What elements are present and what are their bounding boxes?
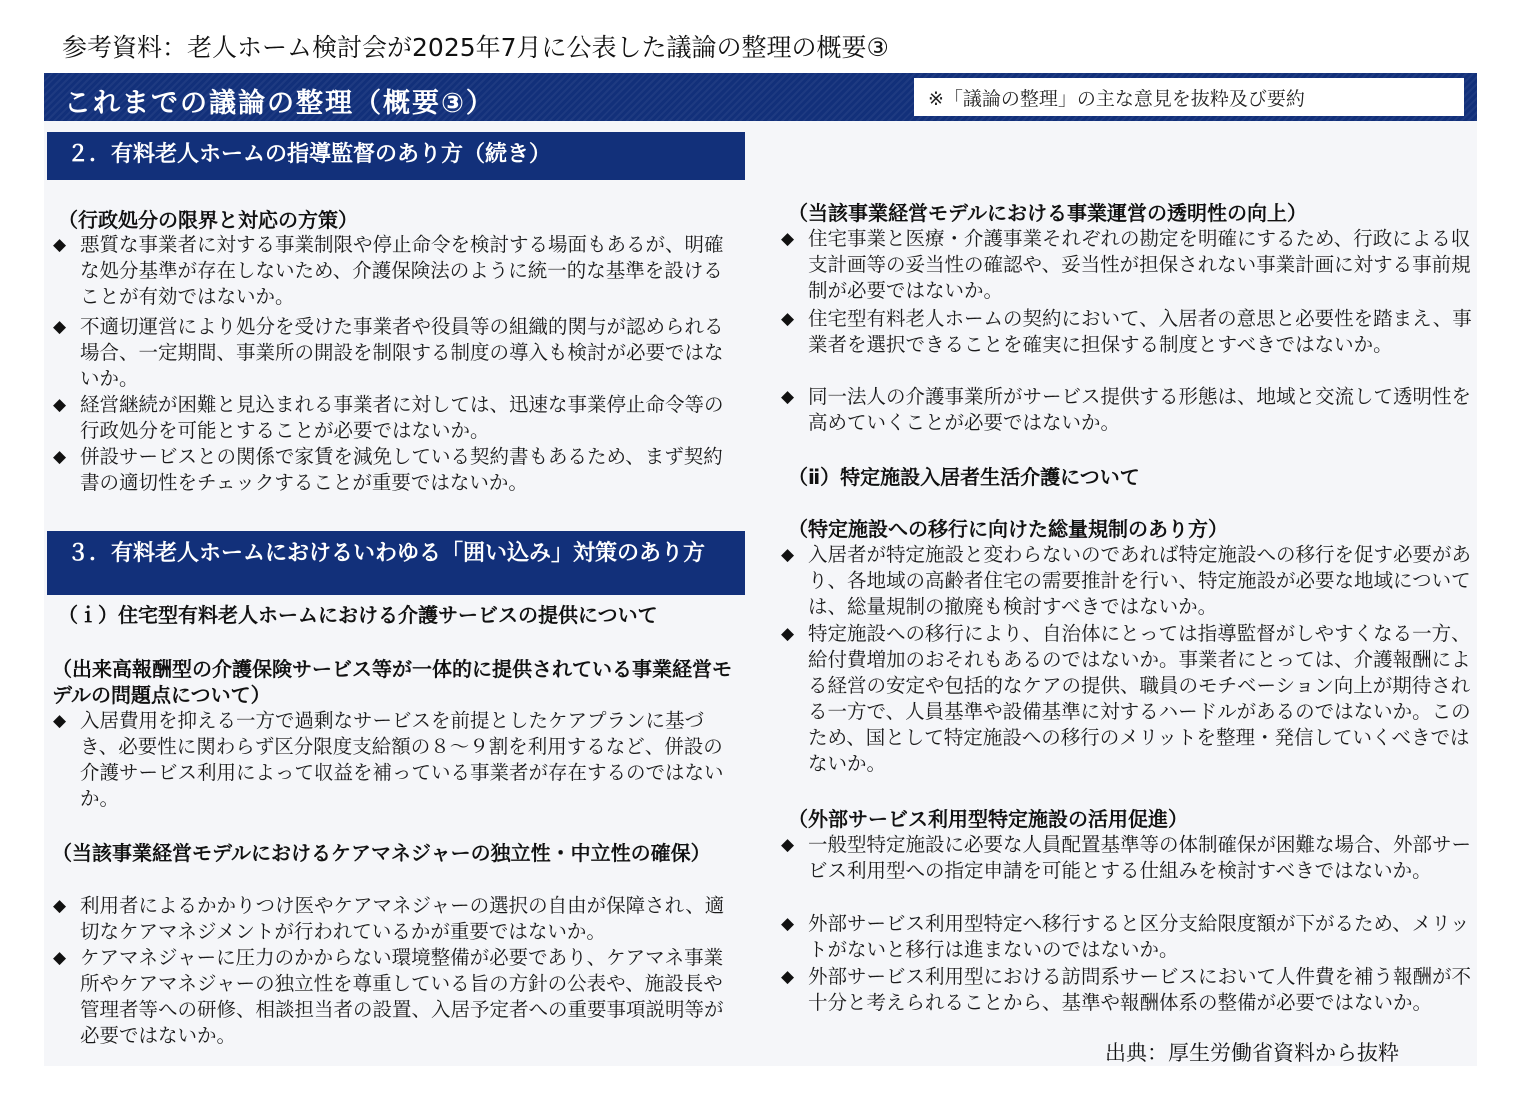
list-item xyxy=(780,621,1472,777)
list-item xyxy=(52,232,742,310)
list-item-text: ケアマネジャーに圧力のかからない環境整備が必要であり、ケアマネ事業所やケアマネジャーの独立性を尊重している旨の方針の公表や、施設長や管理者等への研修、相談担当者の設置、入居予定者への重要事項説明等が必要ではないか。 xyxy=(80,946,724,1047)
list-item-text: 不適切運営により処分を受けた事業者や役員等の組織的関与が認められる場合、一定期間、事業所の開設を制限する制度の導入も検討が必要ではないか。 xyxy=(80,315,724,390)
diamond-bullet-icon: ◆ xyxy=(53,948,67,968)
list-item xyxy=(780,226,1472,304)
list-item xyxy=(52,444,742,496)
list-item-text: 悪質な事業者に対する事業制限や停止命令を検討する場面もあるが、明確な処分基準が存在しないため、介護保険法のように統一的な基準を設けることが有効ではないか。 xyxy=(80,233,724,308)
list-item-text: 住宅事業と医療・介護事業それぞれの勘定を明確にするため、行政による収支計画等の妥当性の確認や、妥当性が担保されない事業計画に対する事前規制が必要ではないか。 xyxy=(808,227,1471,302)
list-item-text: 一般型特定施設に必要な人員配置基準等の体制確保が困難な場合、外部サービス利用型への指定申請を可能とする仕組みを検討すべきではないか。 xyxy=(808,833,1472,882)
diamond-bullet-icon: ◆ xyxy=(53,235,67,255)
list-item-text: 特定施設への移行により、自治体にとっては指導監督がしやすくなる一方、給付費増加のおそれもあるのではないか。事業者にとっては、介護報酬による経営の安定や包括的なケアの提供、職員のモチベーション向上が期待される一方で、人員基準や設備基準に対するハードルがあるのではないか。このため、国として特定施設への移行のメリットを整理・発信していくべきではないか。 xyxy=(808,622,1471,775)
subhead-care-manager-independence: （当該事業経営モデルにおけるケアマネジャーの独立性・中立性の確保） xyxy=(52,841,711,865)
section-3-header: ３．有料老人ホームにおけるいわゆる「囲い込み」対策のあり方 xyxy=(47,531,745,595)
list-item-text: 住宅型有料老人ホームの契約において、入居者の意思と必要性を踏まえ、事業者を選択できることを確実に担保する制度とすべきではないか。 xyxy=(808,307,1472,356)
list-item xyxy=(52,708,742,812)
list-item-text: 利用者によるかかりつけ医やケアマネジャーの選択の自由が保障され、適切なケアマネジメントが行われているかが重要ではないか。 xyxy=(80,894,725,943)
diamond-bullet-icon: ◆ xyxy=(53,395,67,415)
list-item-text: 外部サービス利用型特定へ移行すると区分支給限度額が下がるため、メリットがないと移行は進まないのではないか。 xyxy=(808,912,1470,961)
subhead-transparency: （当該事業経営モデルにおける事業運営の透明性の向上） xyxy=(788,201,1307,225)
diamond-bullet-icon: ◆ xyxy=(53,447,67,467)
banner-title: これまでの議論の整理（概要③） xyxy=(64,88,495,119)
diamond-bullet-icon: ◆ xyxy=(53,896,67,916)
subhead-total-volume-regulation: （特定施設への移行に向けた総量規制のあり方） xyxy=(788,517,1228,541)
diamond-bullet-icon: ◆ xyxy=(781,967,795,987)
page-title: 参考資料：老人ホーム検討会が2025年7月に公表した議論の整理の概要③ xyxy=(62,33,889,62)
diamond-bullet-icon: ◆ xyxy=(781,914,795,934)
subhead-admin-disposition: （行政処分の限界と対応の方策） xyxy=(58,208,358,232)
list-item xyxy=(780,384,1472,436)
list-item-text: 入居費用を抑える一方で過剰なサービスを前提としたケアプランに基づき、必要性に関わらず区分限度支給額の８～９割を利用するなど、併設の介護サービス利用によって収益を補っている事業者が存在するのではないか。 xyxy=(80,709,724,810)
list-item xyxy=(52,392,742,444)
diamond-bullet-icon: ◆ xyxy=(781,835,795,855)
list-item xyxy=(52,945,742,1049)
list-item-text: 併設サービスとの関係で家賃を減免している契約書もあるため、まず契約書の適切性をチェックすることが重要ではないか。 xyxy=(80,445,723,494)
section-2-header: ２．有料老人ホームの指導監督のあり方（続き） xyxy=(47,132,745,180)
subsection-i-title: （ｉ）住宅型有料老人ホームにおける介護サービスの提供について xyxy=(58,603,658,627)
list-item-text: 入居者が特定施設と変わらないのであれば特定施設への移行を促す必要があり、各地域の高齢者住宅の需要推計を行い、特定施設が必要な地域については、総量規制の撤廃も検討すべきではないか。 xyxy=(808,543,1472,618)
diamond-bullet-icon: ◆ xyxy=(781,387,795,407)
list-item-text: 同一法人の介護事業所がサービス提供する形態は、地域と交流して透明性を高めていくことが必要ではないか。 xyxy=(808,385,1472,434)
list-item xyxy=(780,832,1472,884)
list-item xyxy=(52,314,742,392)
subhead-revenue-model-issues: （出来高報酬型の介護保険サービス等が一体的に提供されている事業経営モデルの問題点について） xyxy=(52,657,732,707)
list-item xyxy=(780,542,1472,620)
list-item-text: 外部サービス利用型における訪問系サービスにおいて人件費を補う報酬が不十分と考えられることから、基準や報酬体系の整備が必要ではないか。 xyxy=(808,965,1472,1014)
subsection-ii-title: （ⅱ）特定施設入居者生活介護について xyxy=(788,465,1140,489)
subhead-external-service: （外部サービス利用型特定施設の活用促進） xyxy=(788,807,1188,831)
list-item xyxy=(780,306,1472,358)
list-item xyxy=(780,911,1472,963)
diamond-bullet-icon: ◆ xyxy=(53,711,67,731)
list-item-text: 経営継続が困難と見込まれる事業者に対しては、迅速な事業停止命令等の行政処分を可能とすることが必要ではないか。 xyxy=(80,393,724,442)
banner-note: ※「議論の整理」の主な意見を抜粋及び要約 xyxy=(914,78,1464,116)
list-item xyxy=(52,893,742,945)
diamond-bullet-icon: ◆ xyxy=(53,317,67,337)
diamond-bullet-icon: ◆ xyxy=(781,229,795,249)
diamond-bullet-icon: ◆ xyxy=(781,545,795,565)
diamond-bullet-icon: ◆ xyxy=(781,624,795,644)
source-credit: 出典：厚生労働省資料から抜粋 xyxy=(1105,1041,1399,1065)
diamond-bullet-icon: ◆ xyxy=(781,309,795,329)
list-item xyxy=(780,964,1472,1016)
title-banner xyxy=(44,73,1477,121)
